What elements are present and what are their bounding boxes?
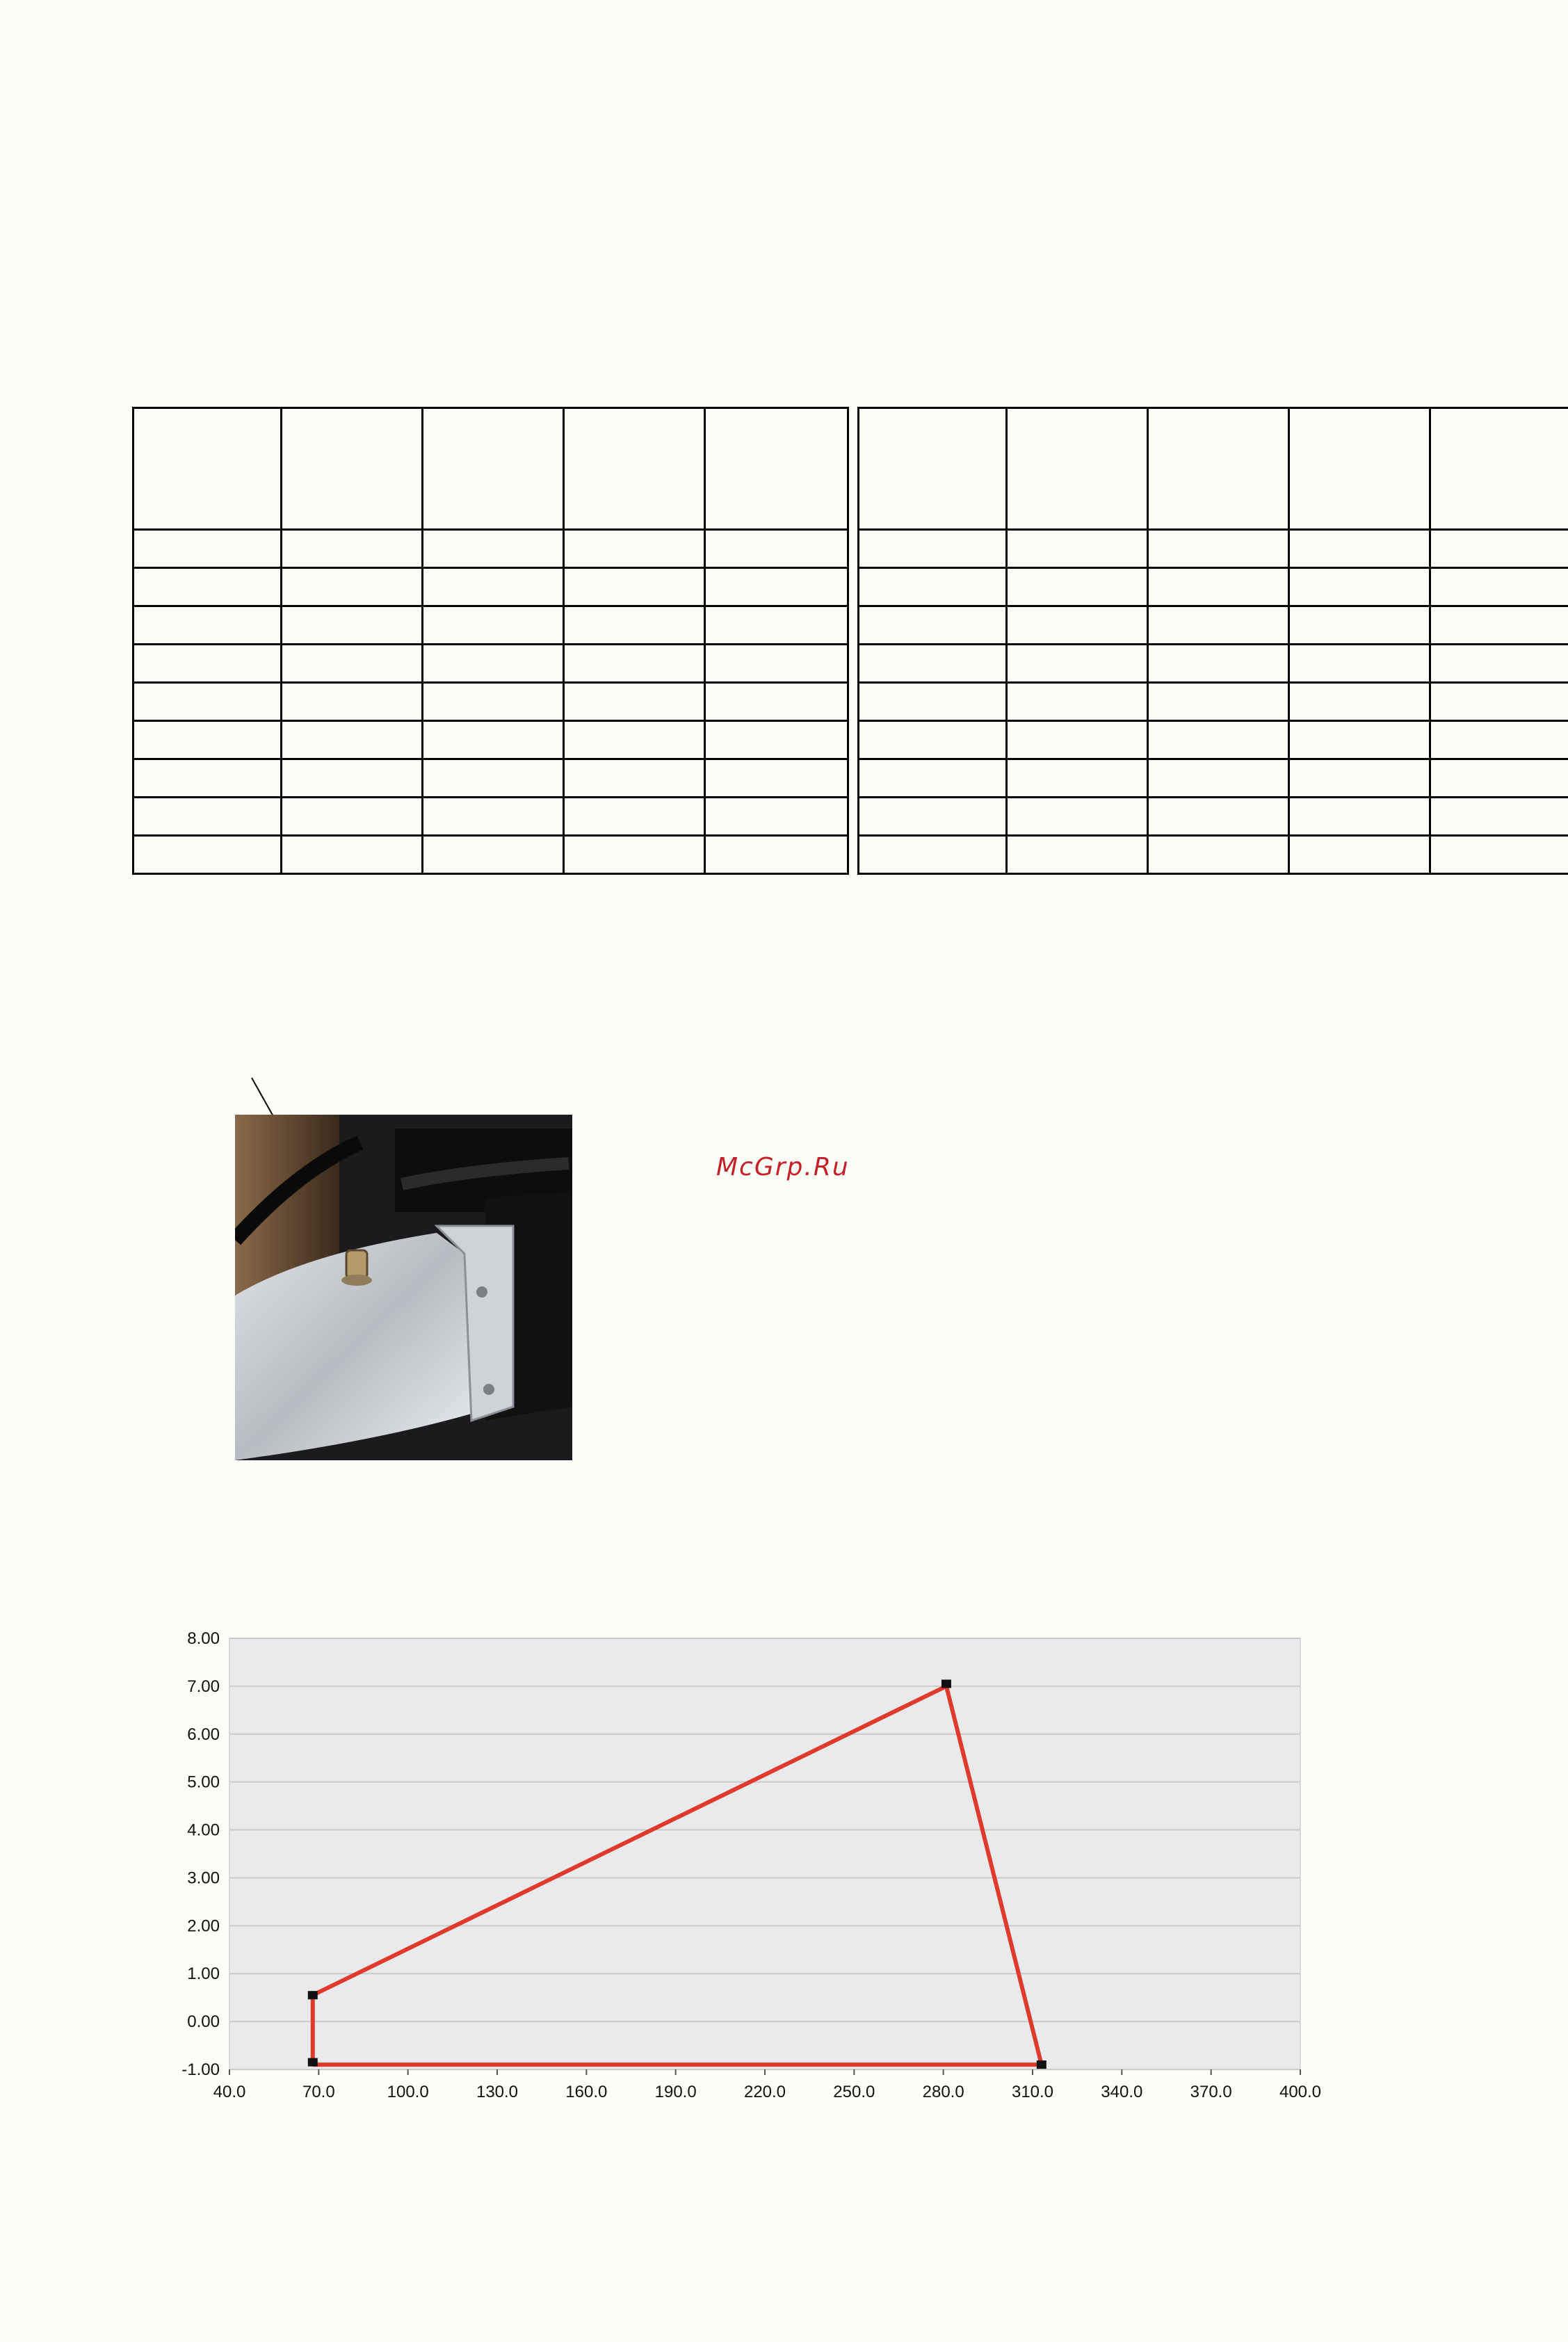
table-cell xyxy=(1148,568,1289,606)
table-cell xyxy=(282,530,423,568)
table-cell xyxy=(859,759,1007,798)
table-cell xyxy=(423,530,564,568)
x-tick-label: 340.0 xyxy=(1101,2083,1143,2101)
data-point xyxy=(308,1991,318,1999)
y-tick-label: 2.00 xyxy=(187,1916,220,1936)
table-row xyxy=(859,530,1568,568)
table-row xyxy=(134,836,848,874)
table-cell xyxy=(564,759,705,798)
table-cell xyxy=(859,683,1007,721)
table-cell xyxy=(1289,798,1430,836)
table-row xyxy=(859,568,1568,606)
x-tick-label: 310.0 xyxy=(1011,2083,1054,2101)
table-cell xyxy=(859,606,1007,645)
table-right xyxy=(857,407,1568,875)
table-cell xyxy=(1007,759,1148,798)
table-cell xyxy=(134,683,282,721)
y-tick-label: 1.00 xyxy=(187,1964,220,1984)
table-cell xyxy=(282,568,423,606)
table-cell xyxy=(564,606,705,645)
table-cell xyxy=(423,836,564,874)
x-tick-label: 190.0 xyxy=(654,2083,697,2101)
x-tick-label: 100.0 xyxy=(387,2083,429,2101)
table-cell xyxy=(705,759,848,798)
table-cell xyxy=(134,759,282,798)
table-cell xyxy=(859,530,1007,568)
table-cell xyxy=(1430,645,1568,683)
table-cell xyxy=(1148,645,1289,683)
table-cell xyxy=(859,568,1007,606)
table-cell xyxy=(1148,759,1289,798)
right-header-cell xyxy=(859,408,1007,530)
data-point xyxy=(941,1679,951,1688)
x-tick-label: 40.0 xyxy=(213,2083,246,2101)
table-row xyxy=(134,568,848,606)
table-cell xyxy=(423,759,564,798)
table-row xyxy=(859,759,1568,798)
table-cell xyxy=(1430,721,1568,759)
table-row xyxy=(859,645,1568,683)
table-cell xyxy=(705,568,848,606)
right-header-row xyxy=(859,408,1568,530)
data-point xyxy=(1037,2060,1046,2069)
table-row xyxy=(134,606,848,645)
table-row xyxy=(134,645,848,683)
left-header-cell xyxy=(564,408,705,530)
y-tick-label: 0.00 xyxy=(187,2012,220,2032)
table-cell xyxy=(1430,759,1568,798)
table-cell xyxy=(134,798,282,836)
table-cell xyxy=(134,721,282,759)
table-row xyxy=(134,798,848,836)
table-row xyxy=(134,683,848,721)
table-row xyxy=(859,798,1568,836)
table-cell xyxy=(134,836,282,874)
table-cell xyxy=(705,683,848,721)
table-cell xyxy=(564,798,705,836)
left-header-cell xyxy=(423,408,564,530)
table-cell xyxy=(1007,645,1148,683)
table-cell xyxy=(859,721,1007,759)
data-point xyxy=(308,2058,318,2067)
table-cell xyxy=(1148,836,1289,874)
burner-photo xyxy=(235,1115,572,1460)
table-cell xyxy=(282,645,423,683)
x-tick-label: 280.0 xyxy=(922,2083,964,2101)
y-tick-label: 6.00 xyxy=(187,1725,220,1744)
x-tick-label: 400.0 xyxy=(1279,2083,1322,2101)
table-cell xyxy=(859,836,1007,874)
table-left xyxy=(132,407,849,875)
table-cell xyxy=(423,683,564,721)
table-cell xyxy=(423,606,564,645)
table-cell xyxy=(134,568,282,606)
table-cell xyxy=(1148,606,1289,645)
table-cell xyxy=(134,645,282,683)
table-cell xyxy=(705,721,848,759)
y-tick-label: -1.00 xyxy=(181,2060,220,2079)
table-cell xyxy=(1289,530,1430,568)
x-tick-label: 70.0 xyxy=(302,2083,335,2101)
table-cell xyxy=(282,798,423,836)
table-cell xyxy=(564,683,705,721)
y-tick-label: 8.00 xyxy=(187,1629,220,1648)
table-row xyxy=(859,606,1568,645)
table-cell xyxy=(564,721,705,759)
x-tick-label: 130.0 xyxy=(476,2083,519,2101)
table-cell xyxy=(1289,721,1430,759)
right-header-cell xyxy=(1289,408,1430,530)
table-cell xyxy=(859,645,1007,683)
right-header-cell xyxy=(1007,408,1148,530)
table-cell xyxy=(1148,683,1289,721)
right-header-cell xyxy=(1148,408,1289,530)
left-header-cell xyxy=(282,408,423,530)
table-row xyxy=(134,759,848,798)
table-cell xyxy=(1289,759,1430,798)
table-cell xyxy=(423,568,564,606)
x-tick-label: 160.0 xyxy=(565,2083,608,2101)
y-axis-ticks xyxy=(181,1629,220,2079)
table-cell xyxy=(1430,606,1568,645)
table-cell xyxy=(1430,836,1568,874)
table-cell xyxy=(564,530,705,568)
x-tick-label: 250.0 xyxy=(833,2083,875,2101)
watermark-text: McGrp.Ru xyxy=(716,1153,850,1181)
table-cell xyxy=(1007,721,1148,759)
table-cell xyxy=(1148,721,1289,759)
table-cell xyxy=(134,530,282,568)
table-cell xyxy=(705,645,848,683)
chart xyxy=(139,1599,1335,2121)
table-cell xyxy=(282,836,423,874)
table-cell xyxy=(423,645,564,683)
table-cell xyxy=(564,836,705,874)
table-cell xyxy=(564,645,705,683)
y-tick-label: 4.00 xyxy=(187,1820,220,1840)
table-cell xyxy=(859,798,1007,836)
plot-area xyxy=(229,1638,1300,2069)
table-cell xyxy=(705,606,848,645)
table-cell xyxy=(134,606,282,645)
table-cell xyxy=(1148,798,1289,836)
table-cell xyxy=(1289,606,1430,645)
table-cell xyxy=(1430,568,1568,606)
table-cell xyxy=(1007,683,1148,721)
table-cell xyxy=(282,606,423,645)
table-row xyxy=(859,721,1568,759)
table-cell xyxy=(1430,798,1568,836)
table-cell xyxy=(423,721,564,759)
table-row xyxy=(134,721,848,759)
table-cell xyxy=(1007,606,1148,645)
table-row xyxy=(134,530,848,568)
table-cell xyxy=(705,530,848,568)
table-cell xyxy=(1430,530,1568,568)
table-cell xyxy=(1289,568,1430,606)
table-cell xyxy=(705,836,848,874)
table-cell xyxy=(1289,645,1430,683)
y-tick-label: 5.00 xyxy=(187,1772,220,1792)
x-tick-label: 220.0 xyxy=(743,2083,786,2101)
left-header-cell xyxy=(705,408,848,530)
table-cell xyxy=(1289,683,1430,721)
y-tick-label: 3.00 xyxy=(187,1868,220,1888)
table-cell xyxy=(423,798,564,836)
table-cell xyxy=(1007,798,1148,836)
table-cell xyxy=(1007,530,1148,568)
left-header-cell xyxy=(134,408,282,530)
table-cell xyxy=(1007,836,1148,874)
table-cell xyxy=(282,759,423,798)
table-cell xyxy=(564,568,705,606)
table-cell xyxy=(1007,568,1148,606)
table-row xyxy=(859,683,1568,721)
table-cell xyxy=(1148,530,1289,568)
table-row xyxy=(859,836,1568,874)
right-header-cell xyxy=(1430,408,1568,530)
y-tick-label: 7.00 xyxy=(187,1677,220,1696)
x-axis-ticks xyxy=(213,2069,1321,2101)
table-cell xyxy=(1289,836,1430,874)
x-tick-label: 370.0 xyxy=(1190,2083,1232,2101)
table-cell xyxy=(282,683,423,721)
table-cell xyxy=(282,721,423,759)
table-cell xyxy=(705,798,848,836)
left-header-row xyxy=(134,408,848,530)
table-cell xyxy=(1430,683,1568,721)
